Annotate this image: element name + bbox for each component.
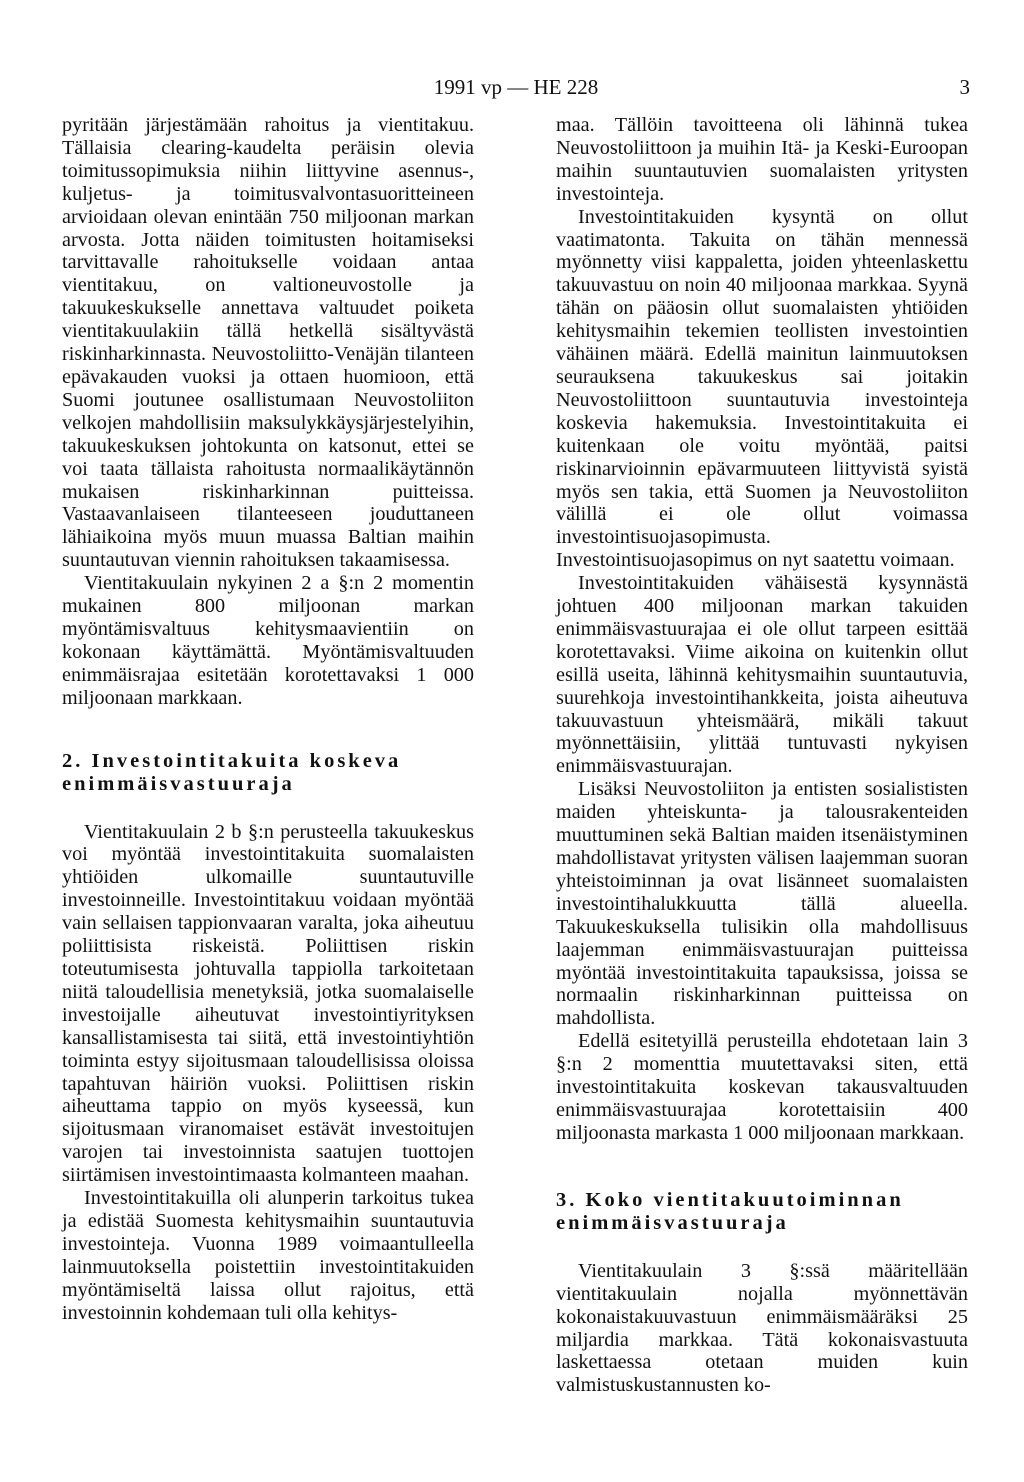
page-number: 3 [959, 75, 970, 99]
paragraph: Lisäksi Neuvostoliiton ja entisten sosialististen maiden yhteiskunta- ja talousrakenteiden muuttuminen sekä Baltian maiden itsenäistyminen mahdollistavat yritysten välisen laajemman suoran yhteistoiminnan ja ovat lisänneet suomalaisten investointihalukkuutta tällä alueella. Takuukeskuksella tulisikin olla mahdollisuus laajemman enimmäisvastuurajan puitteissa myöntää investointitakuita tapauksissa, joissa se normaalin riskinharkinnan puitteissa on mahdollista. [556, 778, 968, 1030]
paragraph: Vientitakuulain 3 §:ssä määritellään vientitakuulain nojalla myönnettävän kokonaistakuuvastuun enimmäismääräksi 25 miljardia markkaa. Tätä kokonaisvastuuta laskettaessa otetaan muiden kuin valmistuskustannusten ko- [556, 1259, 968, 1397]
paragraph: Vientitakuulain 2 b §:n perusteella takuukeskus voi myöntää investointitakuita suomalaisten yhtiöiden ulkomaille suuntautuville investoinneille. Investointitakuu voidaan myöntää vain sellaisen tappionvaaran varalta, joka aiheutuu poliittisista riskeistä. Poliittisen riskin toteutumisesta johtuvalla tappiolla tarkoitetaan niitä taloudellisia menetyksiä, jotka suomalaiselle investoijalle aiheutuvat investointiyrityksen kansallistamisesta tai siitä, että investointiyhtiön toiminta estyy sijoitusmaan taloudellisissa oloissa tapahtuvan häiriön vuoksi. Poliittisen riskin aiheuttama tappio on myös kyseessä, kun sijoitusmaan viranomaiset estävät investoitujen varojen tai investoinnista saatujen tuottojen siirtämisen investointimaasta kolmanteen maahan. [62, 820, 474, 1187]
paragraph: Investointitakuilla oli alunperin tarkoitus tukea ja edistää Suomesta kehitysmaihin suuntautuvia investointeja. Vuonna 1989 voimaantulleella lainmuutoksella poistettiin investointitakuiden myöntämiseltä laissa ollut rajoitus, että investoinnin kohdemaan tuli olla kehitys- [62, 1187, 474, 1324]
section-heading-3: 3. Koko vientitakuutoiminnan enimmäisvastuuraja [556, 1188, 904, 1234]
paragraph: pyritään järjestämään rahoitus ja vientitakuu. Tällaisia clearing-kaudelta peräisin olevia toimitussopimuksia niihin liittyvine asennus-, kuljetus- ja toimitusvalvontasuoritteineen arvioidaan olevan enintään 750 miljoonan markan arvosta. Jotta näiden toimitusten hoitamiseksi tarvittavalle rahoitukselle voidaan antaa vientitakuu, on valtioneuvostolle ja takuukeskukselle annettava valtuudet poiketa vientitakuulakiin tällä hetkellä sisältyvästä riskinharkinnasta. Neuvostoliitto-Venäjän tilanteen epävakauden vuoksi ja ottaen huomioon, että Suomi joutunee osallistumaan Neuvostoliiton velkojen mahdollisiin maksulykkäysjärjestelyihin, takuukeskuksen johtokunta on katsonut, ettei se voi taata tällaista rahoitusta normaalikäytännön mukaisen riskinharkinnan puitteissa. Vastaavanlaiseen tilanteeseen jouduttaneen lähiaikoina myös muun muassa Baltian maihin suuntautuvan viennin rahoituksen takaamisessa. [62, 114, 474, 572]
paragraph: maa. Tällöin tavoitteena oli lähinnä tukea Neuvostoliittoon ja muihin Itä- ja Keski-Euroopan maihin suuntautuvien suomalaisten yritysten investointeja. [556, 114, 968, 205]
left-column [62, 114, 474, 1325]
paragraph: Vientitakuulain nykyinen 2 a §:n 2 momentin mukainen 800 miljoonan markan myöntämisvaltuus kehitysmaavientiin on kokonaan käyttämättä. Myöntämisvaltuuden enimmäisrajaa esitetään korotettavaksi 1 000 miljoonaan markkaan. [62, 572, 474, 709]
right-column [556, 114, 968, 1397]
section-heading-2: 2. Investointitakuita koskeva enimmäisvastuuraja [62, 749, 402, 795]
paragraph: Investointitakuiden vähäisestä kysynnästä johtuen 400 miljoonan markan takuiden enimmäisvastuurajaa ei ole ollut tarpeen esittää korotettavaksi. Viime aikoina on kuitenkin ollut esillä useita, lähinnä kehitysmaihin suuntautuvia, suurehkoja investointihankkeita, joista aiheutuva takuuvastuun yhteismäärä, mikäli takuut myönnettäisiin, ylittää tuntuvasti nykyisen enimmäisvastuurajan. [556, 572, 968, 778]
paragraph: Investointitakuiden kysyntä on ollut vaatimatonta. Takuita on tähän mennessä myönnetty viisi kappaletta, joiden yhteenlaskettu takuuvastuu on noin 40 miljoonaa markkaa. Syynä tähän on pääosin ollut suomalaisten yhtiöiden kehitysmaihin tekemien teollisten investointien vähäinen määrä. Edellä mainitun lainmuutoksen seurauksena takuukeskus sai joitakin Neuvostoliittoon suuntautuvia investointeja koskevia hakemuksia. Investointitakuita ei kuitenkaan ole voitu myöntää, paitsi riskinarvioinnin epävarmuuteen liittyvistä syistä myös sen takia, että Suomen ja Neuvostoliiton välillä ei ole ollut voimassa investointisuojasopimusta. Investointisuojasopimus on nyt saatettu voimaan. [556, 205, 968, 572]
paragraph: Edellä esitetyillä perusteilla ehdotetaan lain 3 §:n 2 momenttia muutettavaksi siten, että investointitakuita koskevan takausvaltuuden enimmäisvastuurajaa korotettaisiin 400 miljoonasta markasta 1 000 miljoonaan markkaan. [556, 1030, 968, 1144]
header-title: 1991 vp — HE 228 [433, 75, 599, 99]
page-header [62, 72, 970, 102]
